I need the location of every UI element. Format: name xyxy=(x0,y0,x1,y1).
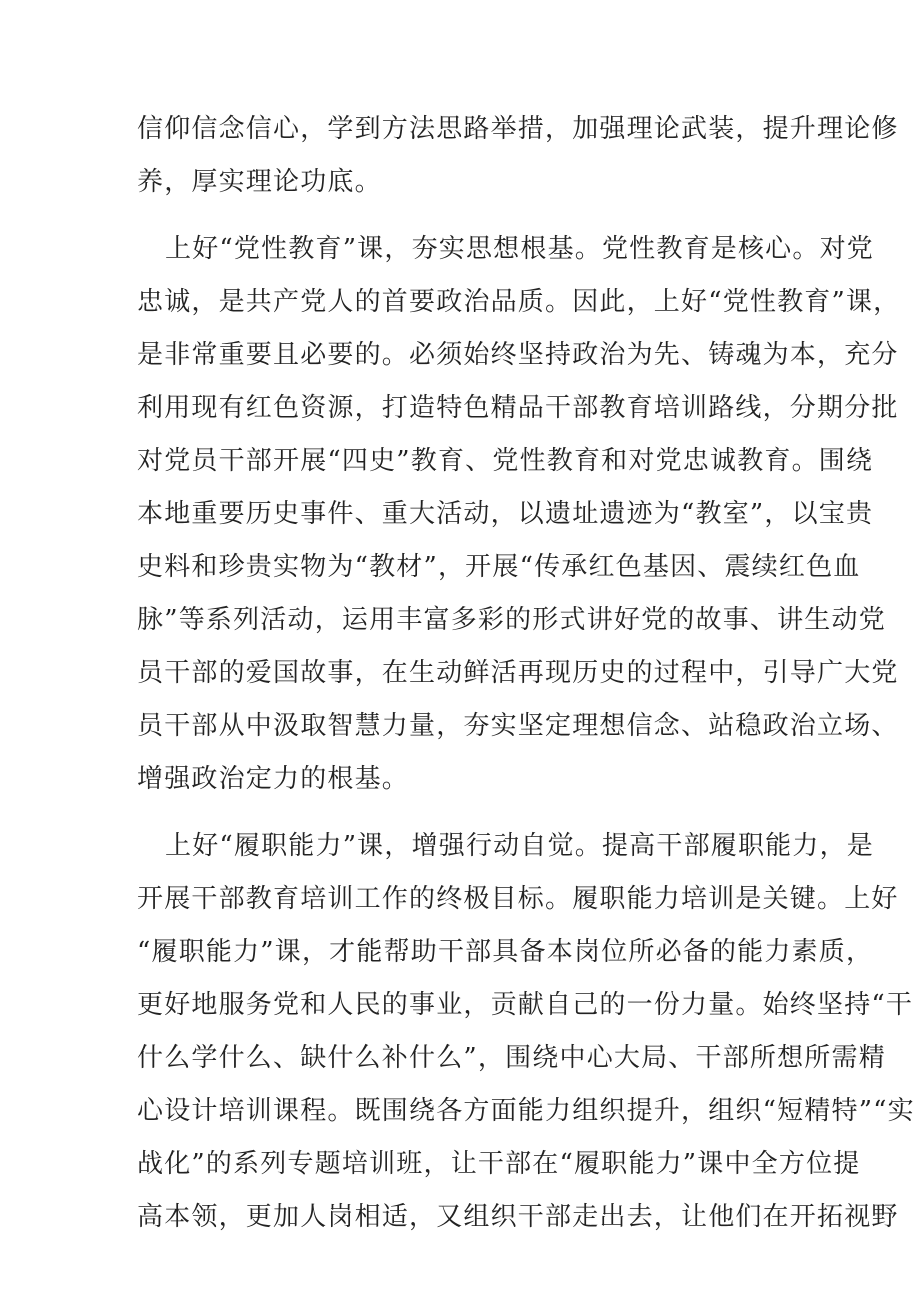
text-line: 利用现有红色资源，打造特色精品干部教育培训路线，分期分批 xyxy=(137,393,899,423)
text-line: 开展干部教育培训工作的终极目标。履职能力培训是关键。上好 xyxy=(137,884,899,914)
text-line: 信仰信念信心，学到方法思路举措，加强理论武装，提升理论修 xyxy=(137,114,899,144)
text-line: 高本领，更加人岗相适，又组织干部走出去，让他们在开拓视野 xyxy=(137,1202,899,1232)
text-line: 脉”等系列活动，运用丰富多彩的形式讲好党的故事、讲生动党 xyxy=(137,605,886,635)
text-line: 养，厚实理论功底。 xyxy=(137,167,382,197)
text-line: 本地重要历史事件、重大活动，以遗址遗迹为“教室”，以宝贵 xyxy=(137,499,874,529)
text-line: 员干部从中汲取智慧力量，夯实坚定理想信念、站稳政治立场、 xyxy=(137,711,899,741)
text-line: 心设计培训课程。既围绕各方面能力组织提升，组织“短精特”“实 xyxy=(137,1096,915,1126)
text-line: 是非常重要且必要的。必须始终坚持政治为先、铸魂为本，充分 xyxy=(137,340,899,370)
text-line: 史料和珍贵实物为“教材”，开展“传承红色基因、震续红色血 xyxy=(137,552,861,582)
text-line: “履职能力”课，才能帮助干部具备本岗位所必备的能力素质， xyxy=(137,937,874,967)
text-line: 什么学什么、缺什么补什么”，围绕中心大局、干部所想所需精 xyxy=(137,1043,886,1073)
text-line: 战化”的系列专题培训班，让干部在“履职能力”课中全方位提 xyxy=(137,1149,861,1179)
text-line: 更好地服务党和人民的事业，贡献自己的一份力量。始终坚持“干 xyxy=(137,990,914,1020)
text-line: 增强政治定力的根基。 xyxy=(137,764,410,794)
text-line: 员干部的爱国故事，在生动鲜活再现历史的过程中，引导广大党 xyxy=(137,658,899,688)
paragraph-start-line: 上好“履职能力”课，增强行动自觉。提高干部履职能力，是 xyxy=(165,831,874,861)
text-line: 忠诚，是共产党人的首要政治品质。因此，上好“党性教育”课， xyxy=(137,287,901,317)
text-line: 对党员干部开展“四史”教育、党性教育和对党忠诚教育。围绕 xyxy=(137,446,874,476)
paragraph-start-line: 上好“党性教育”课，夯实思想根基。党性教育是核心。对党 xyxy=(165,234,874,264)
